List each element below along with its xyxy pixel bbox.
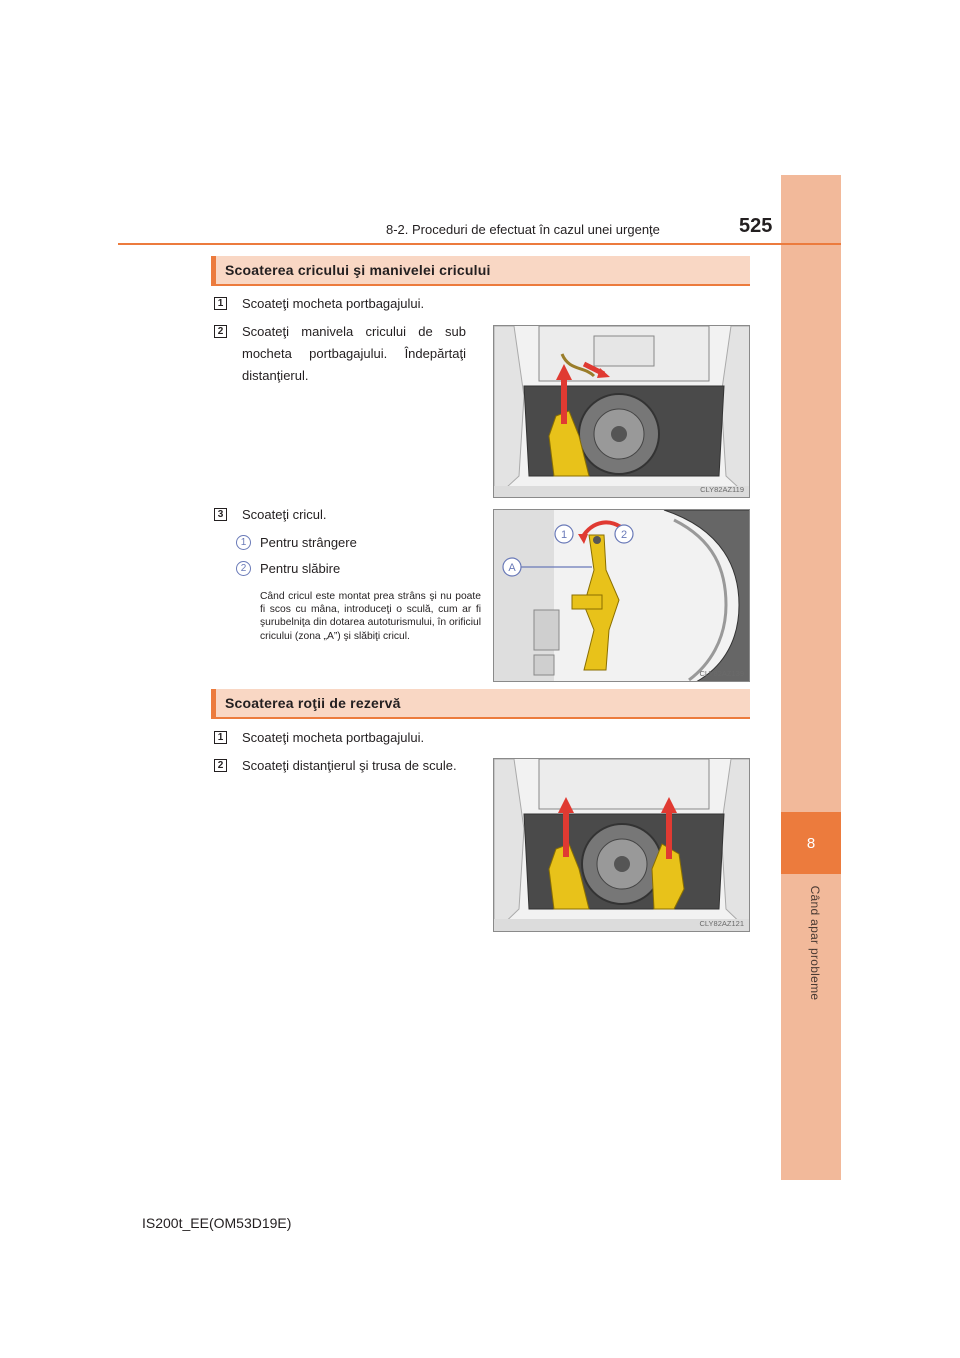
- page-number: 525: [739, 215, 773, 237]
- substep-text: Pentru strângere: [260, 535, 357, 550]
- figure-code: CLY82AZ119: [700, 485, 744, 494]
- step-number-box: 1: [214, 297, 227, 310]
- figure-trunk-jack-handle: [493, 325, 750, 498]
- section-heading-text: Scoaterea cricului şi manivelei cricului: [225, 262, 491, 278]
- step-number-box: 1: [214, 731, 227, 744]
- step-text: Scoateţi cricul.: [242, 507, 327, 522]
- callout-a: A: [508, 562, 516, 574]
- step-text: Scoateţi distanţierul şi trusa de scule.: [242, 758, 457, 773]
- step-text: Scoateţi mocheta portbagajului.: [242, 296, 425, 311]
- substep-number-circle: 1: [236, 535, 251, 550]
- substep-number-circle: 2: [236, 561, 251, 576]
- step-text: Scoateţi mocheta portbagajului.: [242, 730, 425, 745]
- callout-2: 2: [620, 529, 628, 541]
- running-header: 8-2. Proceduri de efectuat în cazul unei urgenţe: [386, 222, 660, 237]
- document-code-footer: IS200t_EE(OM53D19E): [142, 1215, 292, 1231]
- figure-code: CLY82AZ121: [699, 919, 744, 928]
- jack-loosening-note: Când cricul este montat prea strâns şi nu poate fi scos cu mâna, introduceţi o sculă, cum ar fi şurubelniţa din dotarea autoturismului, în orificiul cricului (zona „A”) şi slăbiţi cricul.: [260, 591, 481, 642]
- section-heading-text: Scoaterea roţii de rezervă: [225, 695, 401, 711]
- chapter-side-tab: [781, 175, 841, 1180]
- chapter-label: Când apar probleme: [808, 885, 822, 1001]
- callout-1: 1: [560, 529, 568, 541]
- step-text: Scoateţi manivela cricului de sub mocheta portbagajului. Îndepărtaţi distanţierul.: [242, 324, 466, 383]
- figure-jack-closeup: [493, 509, 750, 682]
- step-number-box: 2: [214, 325, 227, 338]
- step-number-box: 3: [214, 508, 227, 521]
- figure-trunk-spare-wheel: [493, 758, 750, 932]
- figure-code: CLY82AZ139: [699, 669, 744, 678]
- chapter-number: 8: [781, 812, 841, 874]
- substep-text: Pentru slăbire: [260, 561, 341, 576]
- header-rule: [118, 243, 841, 245]
- step-number-box: 2: [214, 759, 227, 772]
- section-heading-jack: [211, 256, 750, 286]
- section-heading-spare-wheel: [211, 689, 750, 719]
